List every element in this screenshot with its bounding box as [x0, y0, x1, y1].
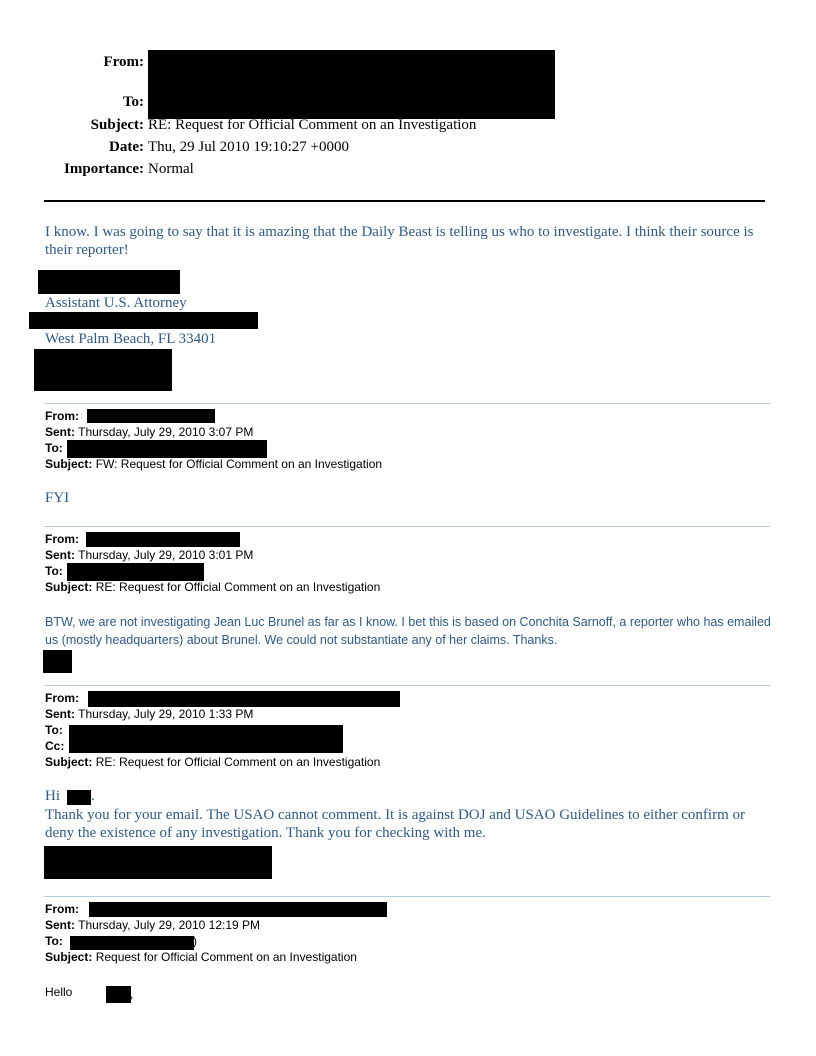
msg4-from — [45, 690, 79, 706]
from-label: From: — [103, 54, 144, 70]
msg4-sent-value: Thursday, July 29, 2010 1:33 PM — [78, 707, 254, 721]
sig-city: West Palm Beach, FL 33401 — [45, 331, 217, 347]
message-divider — [44, 685, 770, 686]
redaction-msg3-from — [86, 532, 240, 547]
msg2-to-label: To: — [45, 441, 63, 455]
redaction-from-to — [148, 50, 555, 119]
reply-body: I know. I was going to say that it is amazing that the Daily Beast is telling us who to investigate. I think their source is their reporter! — [45, 224, 754, 258]
msg2-to — [45, 440, 63, 456]
msg5-to-trail: ) — [193, 934, 197, 948]
msg2-subject-value: FW: Request for Official Comment on an Investigation — [95, 457, 383, 471]
msg5-sent-value: Thursday, July 29, 2010 12:19 PM — [78, 918, 261, 932]
msg4-greeting-punct: . — [91, 788, 95, 804]
msg2-from — [45, 408, 79, 424]
to-label: To: — [122, 94, 144, 110]
msg5-from — [45, 901, 79, 917]
importance-label: Importance: — [64, 161, 144, 177]
msg3-sent-label: Sent: — [45, 548, 75, 562]
msg2-subject — [45, 456, 382, 472]
msg4-sent-label: Sent: — [45, 707, 75, 721]
msg4-from-label: From: — [45, 691, 79, 705]
sig-title: Assistant U.S. Attorney — [45, 295, 187, 311]
header-divider — [44, 200, 765, 202]
msg4-cc-label: Cc: — [45, 739, 65, 753]
redaction-sig-address — [29, 312, 258, 329]
msg3-to — [45, 563, 63, 579]
msg3-subject-label: Subject: — [45, 580, 93, 594]
msg5-sent-label: Sent: — [45, 918, 75, 932]
redaction-msg3-sig — [43, 650, 72, 673]
msg2-sent-label: Sent: — [45, 425, 75, 439]
msg4-to-label: To: — [45, 723, 63, 737]
redaction-msg4-greeting-name — [67, 790, 91, 805]
msg5-from-label: From: — [45, 902, 79, 916]
msg3-to-label: To: — [45, 564, 63, 578]
msg4-subject — [45, 754, 380, 770]
importance-value: Normal — [148, 161, 194, 177]
redaction-msg5-from — [89, 902, 387, 917]
message-divider — [44, 403, 770, 404]
msg5-sent — [45, 917, 260, 933]
msg2-sent — [45, 424, 253, 440]
msg4-sent — [45, 706, 253, 722]
redaction-msg2-from — [87, 409, 215, 423]
msg4-subject-value: RE: Request for Official Comment on an Investigation — [95, 755, 381, 769]
redaction-sig-phone — [34, 349, 172, 391]
msg5-greeting: Hello — [45, 985, 73, 999]
msg3-from — [45, 531, 79, 547]
msg4-greeting: Hi — [45, 788, 60, 804]
subject-value: RE: Request for Official Comment on an Investigation — [148, 117, 477, 133]
msg3-subject-value: RE: Request for Official Comment on an Investigation — [95, 580, 381, 594]
msg4-cc — [45, 738, 64, 754]
msg3-sent-value: Thursday, July 29, 2010 3:01 PM — [78, 548, 254, 562]
msg5-greeting-punct: , — [130, 987, 134, 1001]
redaction-msg4-from — [88, 691, 400, 707]
msg2-from-label: From: — [45, 409, 79, 423]
msg2-body: FYI — [45, 490, 70, 506]
msg4-to — [45, 722, 63, 738]
msg5-subject — [45, 949, 357, 965]
date-value: Thu, 29 Jul 2010 19:10:27 +0000 — [148, 139, 349, 155]
redaction-msg5-greeting-name — [106, 986, 134, 1003]
msg5-subject-value: Request for Official Comment on an Investigation — [95, 950, 357, 964]
msg2-subject-label: Subject: — [45, 457, 93, 471]
msg5-to-label: To: — [45, 934, 63, 948]
msg3-subject — [45, 579, 380, 595]
redaction-msg5-to — [70, 936, 194, 950]
redaction-msg4-to-cc — [69, 725, 343, 753]
msg5-subject-label: Subject: — [45, 950, 93, 964]
message-divider — [44, 526, 770, 527]
subject-label: Subject: — [90, 117, 144, 133]
msg3-body: BTW, we are not investigating Jean Luc Brunel as far as I know. I bet this is based on Conchita Sarnoff, a reporter who has emailed us (mostly headquarters) about Brunel. We could not substantiate any of her claims. Thanks. — [45, 615, 771, 647]
message-divider — [44, 896, 770, 897]
msg4-body: Thank you for your email. The USAO cannot comment. It is against DOJ and USAO Guidelines to either confirm or deny the existence of any investigation. Thank you for checking with me. — [45, 807, 745, 841]
redaction-sig-name — [38, 270, 180, 294]
date-label: Date: — [109, 139, 144, 155]
msg2-sent-value: Thursday, July 29, 2010 3:07 PM — [78, 425, 254, 439]
msg5-to — [45, 933, 63, 949]
msg3-sent — [45, 547, 253, 563]
msg3-from-label: From: — [45, 532, 79, 546]
redaction-msg4-sig — [44, 846, 272, 879]
msg4-subject-label: Subject: — [45, 755, 93, 769]
